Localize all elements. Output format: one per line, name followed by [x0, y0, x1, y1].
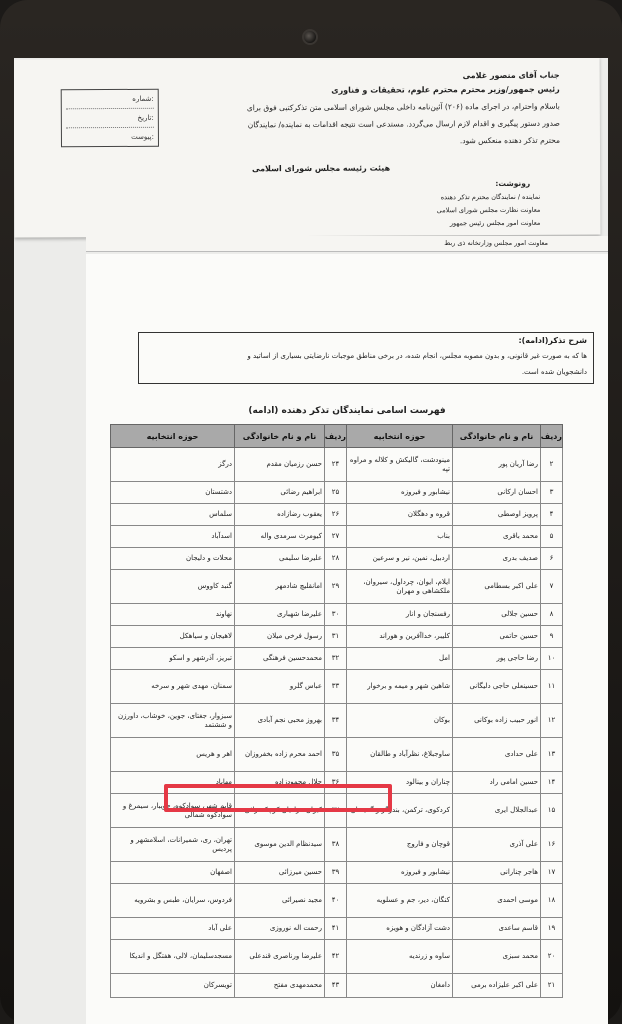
column-header: حوزه انتخابیه: [347, 425, 453, 448]
representative-name: علی اکبر علیزاده برمی: [453, 974, 541, 998]
representative-name: حسن رزمیان مقدم: [235, 448, 325, 482]
table-row: [111, 704, 563, 738]
representative-name: حسین جلالی: [453, 604, 541, 626]
row-number: ۳۸: [325, 828, 347, 862]
representative-name: کیومرث سرمدی واله: [235, 526, 325, 548]
row-number: ۴: [541, 504, 563, 526]
row-number: ۵: [541, 526, 563, 548]
constituency: لاهیجان و سیاهکل: [111, 626, 235, 648]
constituency: ایلام، ایوان، چرداول، سیروان، ملکشاهی و مهران: [347, 570, 453, 604]
table-row: [111, 548, 563, 570]
table-row: [111, 974, 563, 998]
table-header-row: [111, 425, 563, 448]
letter-body-line-1: باسلام واحترام، در اجرای ماده (۲۰۶) آئین‌نامه داخلی مجلس شورای اسلامی متن تذکرکتبی فوق برای: [246, 101, 560, 113]
constituency: تویسرکان: [111, 974, 235, 998]
constituency: کنگان، دیر، جم و عسلویه: [347, 884, 453, 918]
constituency: درگز: [111, 448, 235, 482]
representative-name: کیوان مرادیان کوچکسرائی: [235, 794, 325, 828]
constituency: بناب: [347, 526, 453, 548]
row-number: ۱۱: [541, 670, 563, 704]
row-number: ۱۹: [541, 918, 563, 940]
constituency: تهران، ری، شمیرانات، اسلامشهر و پردیس: [111, 828, 235, 862]
row-number: ۴۲: [325, 940, 347, 974]
constituency: اصفهان: [111, 862, 235, 884]
constituency: گنبد کاووس: [111, 570, 235, 604]
constituency: ساوه و زرندیه: [347, 940, 453, 974]
constituency: شاهین شهر و میمه و برخوار: [347, 670, 453, 704]
representative-name: رحمت اله نوروزی: [235, 918, 325, 940]
column-header: ردیف: [541, 425, 563, 448]
representative-name: عبدالجلال ایری: [453, 794, 541, 828]
table-row: [111, 738, 563, 772]
constituency: سمنان، مهدی شهر و سرخه: [111, 670, 235, 704]
constituency: دامغان: [347, 974, 453, 998]
table-row: [111, 482, 563, 504]
representative-name: موسی احمدی: [453, 884, 541, 918]
representative-name: حسینعلی حاجی دلیگانی: [453, 670, 541, 704]
highlight-box: [164, 784, 392, 812]
description-line-2: دانشجویان شده است.: [521, 368, 587, 376]
meta-number-label: شماره:: [66, 90, 154, 109]
column-header: نام و نام خانوادگی: [453, 425, 541, 448]
constituency: دشت آزادگان و هویزه: [347, 918, 453, 940]
row-number: ۲۹: [325, 570, 347, 604]
representative-name: محمد سبزی: [453, 940, 541, 974]
representative-name: احسان ارکانی: [453, 482, 541, 504]
constituency: مهاباد: [111, 772, 235, 794]
representative-name: عباس گلرو: [235, 670, 325, 704]
constituency: تبریز، آذرشهر و اسکو: [111, 648, 235, 670]
table-row: [111, 648, 563, 670]
constituency: بوکان: [347, 704, 453, 738]
row-number: ۶: [541, 548, 563, 570]
column-header: حوزه انتخابیه: [111, 425, 235, 448]
constituency: نهاوند: [111, 604, 235, 626]
constituency: اهر و هریس: [111, 738, 235, 772]
description-box: [138, 332, 594, 384]
representative-name: انور حبیب زاده بوکانی: [453, 704, 541, 738]
constituency: امل: [347, 648, 453, 670]
representative-name: هاجر چنارانی: [453, 862, 541, 884]
cc-item: معاونت نظارت مجلس شورای اسلامی: [436, 205, 541, 215]
row-number: ۸: [541, 604, 563, 626]
description-line-1: ها که به صورت غیر قانونی، و بدون مصوبه مجلس، انجام شده، در برخی مناطق موجبات نارضایتی بسیاری از اساتید و: [247, 352, 587, 360]
table-row: [111, 862, 563, 884]
table-row: [111, 626, 563, 648]
row-number: ۴۰: [325, 884, 347, 918]
representative-name: امانقلیچ شادمهر: [235, 570, 325, 604]
table-title: فهرست اسامی نمایندگان تذکر دهنده (ادامه): [248, 406, 446, 416]
row-number: ۲۱: [541, 974, 563, 998]
letter-page: [14, 58, 600, 238]
row-number: ۳: [541, 482, 563, 504]
representative-name: محمدحسین فرهنگی: [235, 648, 325, 670]
table-row: [111, 570, 563, 604]
constituency: نیشابور و فیروزه: [347, 482, 453, 504]
constituency: رفسنجان و انار: [347, 604, 453, 626]
row-number: ۳۲: [325, 648, 347, 670]
row-number: ۳۷: [325, 794, 347, 828]
representative-name: احمد محرم زاده بخفروزان: [235, 738, 325, 772]
letter-body-line-3: محترم تذکر دهنده منعکس شود.: [459, 135, 560, 146]
constituency: مینودشت، گالیکش و کلاله و مراوه تپه: [347, 448, 453, 482]
row-number: ۱۷: [541, 862, 563, 884]
camera-icon: [302, 29, 318, 45]
constituency: علی آباد: [111, 918, 235, 940]
table-row: [111, 884, 563, 918]
table-row: [111, 918, 563, 940]
constituency: قروه و دهگلان: [347, 504, 453, 526]
row-number: ۲۷: [325, 526, 347, 548]
column-header: ردیف: [325, 425, 347, 448]
column-header: نام و نام خانوادگی: [235, 425, 325, 448]
screen: [14, 58, 608, 1024]
representative-name: حسین امامی راد: [453, 772, 541, 794]
constituency: ساوجبلاغ، نظرآباد و طالقان: [347, 738, 453, 772]
recipient-name: جناب آقای منصور غلامی: [462, 70, 560, 81]
representative-name: علیرضا شهباری: [235, 604, 325, 626]
meta-box: [61, 89, 159, 148]
signature: هیئت رئیسه مجلس شورای اسلامی: [251, 163, 391, 174]
constituency: سلماس: [111, 504, 235, 526]
row-number: ۴۱: [325, 918, 347, 940]
row-number: ۱۵: [541, 794, 563, 828]
row-number: ۲۵: [325, 482, 347, 504]
row-number: ۲۶: [325, 504, 347, 526]
representative-name: صدیف بدری: [453, 548, 541, 570]
row-number: ۲۸: [325, 548, 347, 570]
row-number: ۱۲: [541, 704, 563, 738]
row-number: ۳۶: [325, 772, 347, 794]
constituency: قوچان و فاروج: [347, 828, 453, 862]
constituency: کلیبر، خداآفرین و هوراند: [347, 626, 453, 648]
table-row: [111, 940, 563, 974]
representative-name: علی اکبر بسطامی: [453, 570, 541, 604]
row-number: ۱۳: [541, 738, 563, 772]
representative-name: بهروز محبی نجم آبادی: [235, 704, 325, 738]
representatives-table: [110, 424, 563, 998]
representative-name: رسول فرخی میلان: [235, 626, 325, 648]
representative-name: علی آذری: [453, 828, 541, 862]
representative-name: مجید نصیرائی: [235, 884, 325, 918]
constituency: نیشابور و فیروزه: [347, 862, 453, 884]
representative-name: پرویز اوصطی: [453, 504, 541, 526]
row-number: ۱۶: [541, 828, 563, 862]
representative-name: رضا حاجی پور: [453, 648, 541, 670]
row-number: ۴۳: [325, 974, 347, 998]
letter-body-line-2: صدور دستور پیگیری و اقدام لازم ارسال می‌گردد. مستدعی است نتیجه اقدامات به نماینده/ نمایندگان: [247, 118, 560, 130]
meta-date-label: تاریخ:: [66, 109, 154, 128]
representatives-page: [86, 254, 608, 1024]
table-row: [111, 526, 563, 548]
cc-item: معاونت امور مجلس رئیس جمهور: [449, 218, 541, 228]
row-number: ۲۰: [541, 940, 563, 974]
table-row: [111, 604, 563, 626]
constituency: مسجدسلیمان، لالی، هفتگل و اندیکا: [111, 940, 235, 974]
row-number: ۳۵: [325, 738, 347, 772]
representative-name: علی حدادی: [453, 738, 541, 772]
representative-name: علیرضا ورناصری قندعلی: [235, 940, 325, 974]
representative-name: علیرضا سلیمی: [235, 548, 325, 570]
row-number: ۳۹: [325, 862, 347, 884]
constituency: اردبیل، نمین، نیر و سرعین: [347, 548, 453, 570]
constituency: اسدآباد: [111, 526, 235, 548]
representative-name: ابراهیم رضائی: [235, 482, 325, 504]
constituency: کردکوی، ترکمن، بندرگز و گمیشان: [347, 794, 453, 828]
table-row: [111, 670, 563, 704]
row-number: ۹: [541, 626, 563, 648]
representative-name: محمد باقری: [453, 526, 541, 548]
cc-item: معاونت امور مجلس وزارتخانه ذی ربط: [444, 239, 548, 247]
table-row: [111, 504, 563, 526]
constituency: فردوس، سرایان، طبس و بشرویه: [111, 884, 235, 918]
row-number: ۱۴: [541, 772, 563, 794]
representative-name: حسین حاتمی: [453, 626, 541, 648]
row-number: ۷: [541, 570, 563, 604]
representative-name: رضا آریان پور: [453, 448, 541, 482]
representative-name: سیدنظام الدین موسوی: [235, 828, 325, 862]
row-number: ۲۴: [325, 448, 347, 482]
cc-title: رونوشت:: [495, 178, 531, 189]
representative-name: حسین میرزائی: [235, 862, 325, 884]
cc-item: نماینده / نمایندگان محترم تذکر دهنده: [440, 192, 541, 202]
row-number: ۲: [541, 448, 563, 482]
representative-name: محمدمهدی مفتح: [235, 974, 325, 998]
representative-name: یعقوب رضازاده: [235, 504, 325, 526]
row-number: ۳۳: [325, 670, 347, 704]
row-number: ۳۴: [325, 704, 347, 738]
representative-name: قاسم ساعدی: [453, 918, 541, 940]
description-title: شرح تذکر(ادامه):: [518, 336, 587, 345]
meta-attachment-label: پیوست:: [131, 132, 154, 141]
representative-name: جلال محمودزاده: [235, 772, 325, 794]
row-number: ۱۸: [541, 884, 563, 918]
row-number: ۳۱: [325, 626, 347, 648]
table-row: [111, 448, 563, 482]
constituency: محلات و دلیجان: [111, 548, 235, 570]
recipient-title: رئیس جمهور/وزیر محترم محترم علوم، تحقیقات و فناوری: [331, 84, 560, 95]
constituency: چناران و بینالود: [347, 772, 453, 794]
constituency: دشتستان: [111, 482, 235, 504]
constituency: قایم شهر، سوادکوه، جویبار، سیمرغ و سوادکوه شمالی: [111, 794, 235, 828]
page-strip: [86, 236, 608, 252]
row-number: ۱۰: [541, 648, 563, 670]
row-number: ۳۰: [325, 604, 347, 626]
constituency: سبزوار، جغتای، جوین، خوشاب، داورزن و ششتمد: [111, 704, 235, 738]
table-row: [111, 828, 563, 862]
